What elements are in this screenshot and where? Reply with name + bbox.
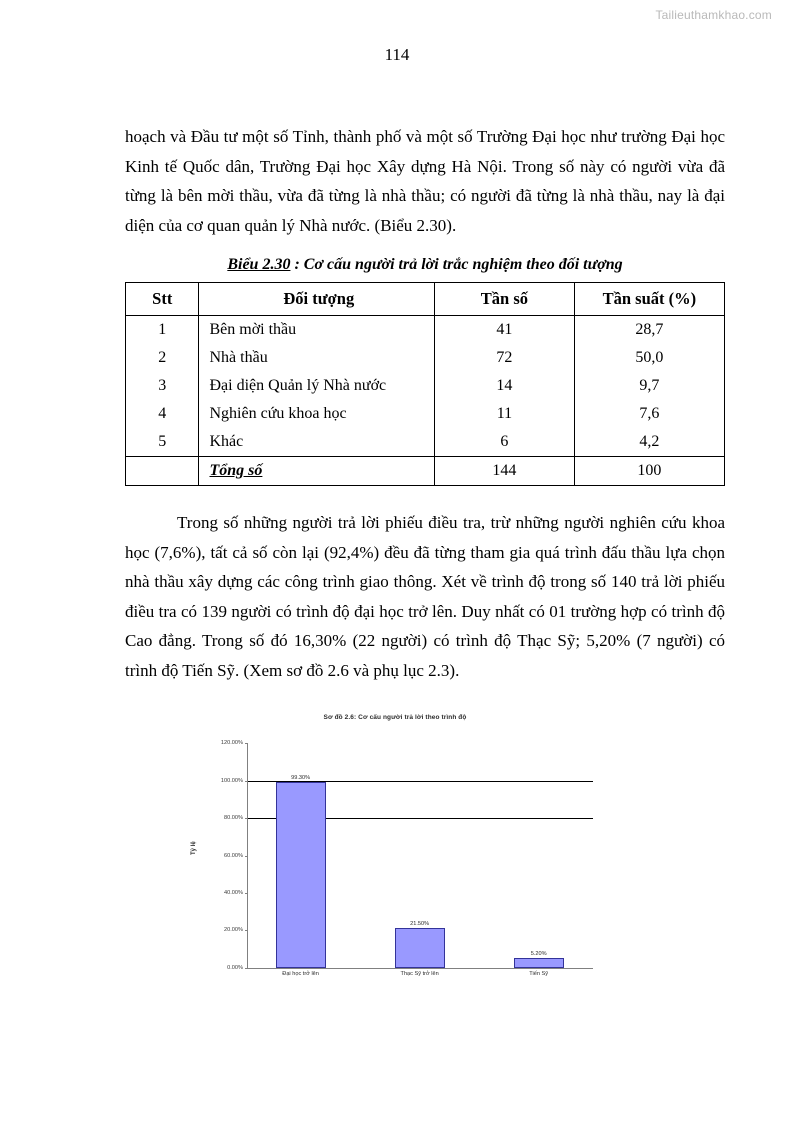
bar-dai-hoc xyxy=(276,774,326,977)
cell-object: Nghiên cứu khoa học xyxy=(199,400,435,428)
data-table xyxy=(125,282,725,486)
cell-freq: 72 xyxy=(435,344,575,372)
cell-pct: 7,6 xyxy=(574,400,724,428)
y-tick-label: 60.00% xyxy=(224,853,248,859)
cell-freq: 6 xyxy=(435,428,575,457)
bar-tien-sy xyxy=(514,951,564,977)
cell-pct: 9,7 xyxy=(574,372,724,400)
table-caption xyxy=(125,256,725,274)
y-tick-label: 100.00% xyxy=(221,778,248,784)
x-axis-label: Thạc Sỹ trở lên xyxy=(400,971,439,977)
bar-value-label: 99.30% xyxy=(291,774,311,781)
chart-y-axis-title: Tỷ lệ xyxy=(191,841,197,855)
table-total-row xyxy=(126,457,725,486)
watermark: Tailieuthamkhao.com xyxy=(655,8,772,22)
cell-object: Khác xyxy=(199,428,435,457)
cell-pct: 50,0 xyxy=(574,344,724,372)
table-caption-rest: : Cơ cấu người trả lời trắc nghiệm theo đối tượng xyxy=(290,256,623,273)
cell-total-label xyxy=(199,457,435,486)
paragraph-1: hoạch và Đầu tư một số Tỉnh, thành phố và một số Trường Đại học như trường Đại học Kinh tế Quốc dân, Trường Đại học Xây dựng Hà Nội. Trong số này có người vừa đã từng là bên mời thầu, vừa đã từng là nhà thầu; có người đã từng là nhà thầu, nay là đại diện của cơ quan quản lý Nhà nước. (Biểu 2.30). xyxy=(125,127,725,235)
cell-pct: 28,7 xyxy=(574,316,724,345)
cell-freq: 41 xyxy=(435,316,575,345)
bar-value-label: 5.20% xyxy=(530,951,547,958)
cell-stt: 1 xyxy=(126,316,199,345)
chart-container xyxy=(185,710,605,1010)
table-body xyxy=(126,316,725,486)
cell-freq: 14 xyxy=(435,372,575,400)
cell-pct: 4,2 xyxy=(574,428,724,457)
table-row xyxy=(126,428,725,457)
y-tick-label: 80.00% xyxy=(224,815,248,821)
cell-object: Nhà thầu xyxy=(199,344,435,372)
total-label-text: Tổng số xyxy=(209,462,263,479)
table-header-percent: Tần suất (%) xyxy=(574,283,724,316)
chart-plot-area xyxy=(185,735,605,990)
cell-freq: 11 xyxy=(435,400,575,428)
y-tick-label: 40.00% xyxy=(224,890,248,896)
x-axis-label: Đại học trở lên xyxy=(282,971,319,977)
y-tick-label: 0.00% xyxy=(227,965,248,971)
cell-total-freq: 144 xyxy=(435,457,575,486)
bar-value-label: 21.50% xyxy=(410,920,430,927)
x-axis-label: Tiến Sỹ xyxy=(529,971,549,977)
cell-stt: 5 xyxy=(126,428,199,457)
table-header-stt: Stt xyxy=(126,283,199,316)
cell-object: Bên mời thầu xyxy=(199,316,435,345)
table-row xyxy=(126,316,725,345)
table-row xyxy=(126,372,725,400)
chart-axes xyxy=(220,740,593,977)
page-content xyxy=(125,122,725,685)
table-row xyxy=(126,400,725,428)
table-header-frequency: Tần số xyxy=(435,283,575,316)
table-row xyxy=(126,344,725,372)
cell-object: Đại diện Quản lý Nhà nước xyxy=(199,372,435,400)
bar-thac-sy xyxy=(395,920,445,977)
y-tick-label: 20.00% xyxy=(224,927,248,933)
table-header-row xyxy=(126,283,725,316)
cell-total-stt xyxy=(126,457,199,486)
cell-stt: 3 xyxy=(126,372,199,400)
chart-title: Sơ đồ 2.6: Cơ cấu người trả lời theo trình độ xyxy=(323,714,467,721)
table-head xyxy=(126,283,725,316)
paragraph-2: Trong số những người trả lời phiếu điều tra, trừ những người nghiên cứu khoa học (7,6%), tất cả số còn lại (92,4%) đều đã từng tham gia quá trình đấu thầu lựa chọn nhà thầu xây dựng các công trình giao thông. Xét về trình độ trong số 140 trả lời phiếu điều tra có 139 người có trình độ đại học trở lên. Duy nhất có 01 trường hợp có trình độ Cao đẳng. Trong số đó 16,30% (22 người) có trình độ Thạc Sỹ; 5,20% (7 người) có trình độ Tiến Sỹ. (Xem sơ đồ 2.6 và phụ lục 2.3). xyxy=(125,513,725,680)
cell-total-pct: 100 xyxy=(574,457,724,486)
table-caption-label: Biểu 2.30 xyxy=(227,256,291,273)
cell-stt: 2 xyxy=(126,344,199,372)
y-tick-label: 120.00% xyxy=(221,740,248,746)
table-header-object: Đối tượng xyxy=(199,283,435,316)
page-number: 114 xyxy=(384,45,410,64)
cell-stt: 4 xyxy=(126,400,199,428)
